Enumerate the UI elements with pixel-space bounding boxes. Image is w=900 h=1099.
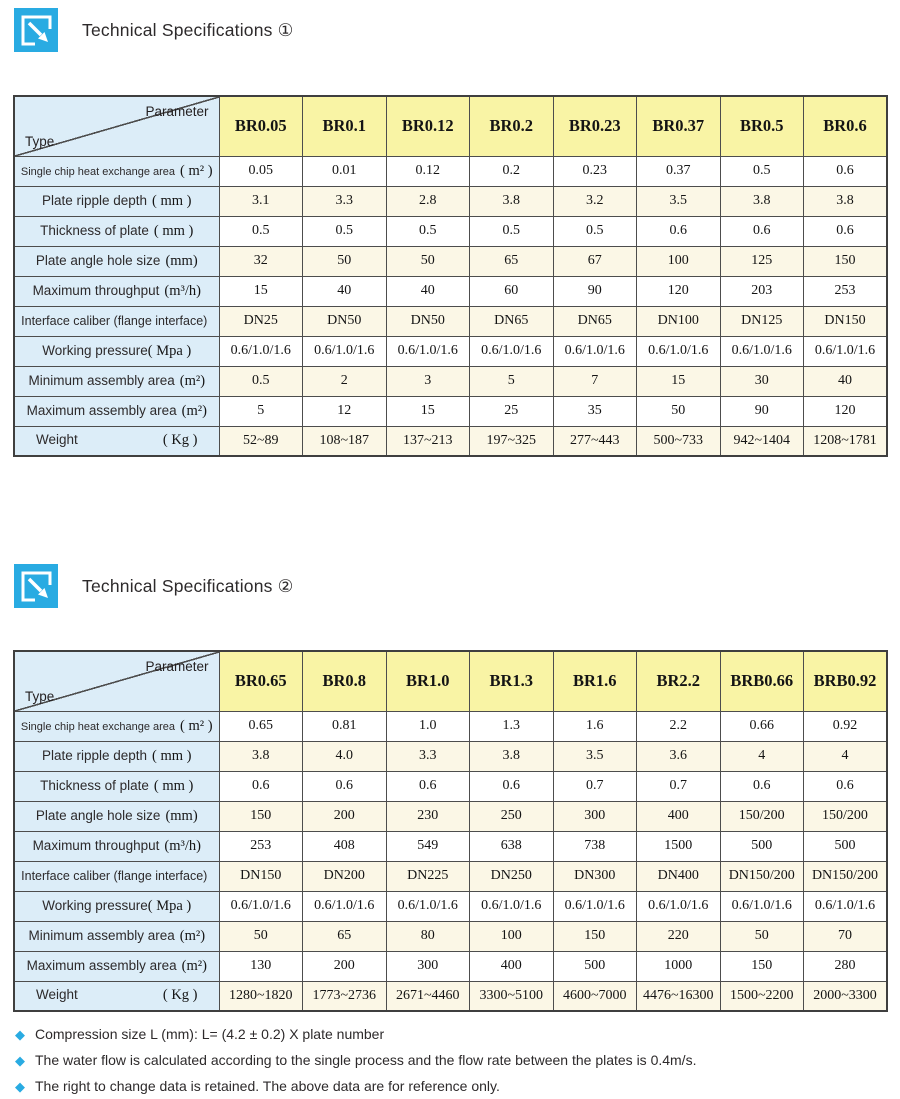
data-cell: 100 (470, 921, 554, 951)
row-label-unit: ( Mpa ) (147, 342, 192, 359)
data-cell: 1500 (637, 831, 721, 861)
data-cell: 0.23 (553, 156, 637, 186)
data-cell: 0.6 (720, 216, 804, 246)
diagonal-arrow-icon (14, 564, 58, 608)
spec-table-2 (13, 650, 888, 1012)
corner-type-label: Type (25, 688, 55, 704)
row-label (14, 861, 219, 891)
data-cell: 0.6/1.0/1.6 (470, 891, 554, 921)
row-label-unit: (m²) (179, 927, 206, 944)
data-cell: 230 (386, 801, 470, 831)
data-cell: 1773~2736 (303, 981, 387, 1011)
data-cell: 0.05 (219, 156, 303, 186)
table-row (14, 711, 887, 741)
column-header: BR1.6 (553, 651, 637, 711)
data-cell: 150 (804, 246, 888, 276)
data-cell: 400 (637, 801, 721, 831)
row-label-text: Thickness of plate (40, 222, 149, 238)
data-cell: 3 (386, 366, 470, 396)
row-label-text: Maximum assembly area (26, 402, 177, 418)
row-label-text: Working pressure (42, 897, 148, 913)
table-row (14, 366, 887, 396)
data-cell: 52~89 (219, 426, 303, 456)
row-label-unit: ( Kg ) (162, 432, 198, 449)
data-cell: 67 (553, 246, 637, 276)
row-label-text: Plate angle hole size (35, 807, 161, 823)
row-label (14, 771, 219, 801)
column-header: BRB0.92 (804, 651, 888, 711)
table-row (14, 891, 887, 921)
data-cell: 0.6/1.0/1.6 (553, 336, 637, 366)
data-cell: DN200 (303, 861, 387, 891)
data-cell: 4.0 (303, 741, 387, 771)
header-row (14, 651, 887, 711)
column-header: BR1.3 (470, 651, 554, 711)
table-row (14, 246, 887, 276)
data-cell: 65 (470, 246, 554, 276)
data-cell: 3300~5100 (470, 981, 554, 1011)
data-cell: 50 (637, 396, 721, 426)
data-cell: 500 (553, 951, 637, 981)
data-cell: 15 (637, 366, 721, 396)
row-label-text: Minimum assembly area (28, 372, 175, 388)
data-cell: 0.6/1.0/1.6 (637, 336, 721, 366)
data-cell: 0.6 (804, 771, 888, 801)
data-cell: 0.6 (804, 156, 888, 186)
table-row (14, 156, 887, 186)
row-label (14, 921, 219, 951)
note-item (15, 1047, 696, 1073)
data-cell: 0.5 (470, 216, 554, 246)
row-label-text: Interface caliber (flange interface) (21, 314, 208, 328)
row-label-unit: ( mm ) (153, 222, 194, 239)
data-cell: 4476~16300 (637, 981, 721, 1011)
row-label (14, 306, 219, 336)
data-cell: 50 (219, 921, 303, 951)
data-cell: 0.6 (219, 771, 303, 801)
data-cell: 0.6/1.0/1.6 (804, 336, 888, 366)
data-cell: 3.8 (720, 186, 804, 216)
data-cell: 40 (386, 276, 470, 306)
data-cell: 3.1 (219, 186, 303, 216)
column-header: BR0.05 (219, 96, 303, 156)
data-cell: 3.3 (386, 741, 470, 771)
corner-cell (14, 651, 219, 711)
data-cell: 0.6/1.0/1.6 (804, 891, 888, 921)
data-cell: 150/200 (720, 801, 804, 831)
data-cell: DN400 (637, 861, 721, 891)
table-row (14, 981, 887, 1011)
data-cell: 0.6 (470, 771, 554, 801)
data-cell: 50 (303, 246, 387, 276)
data-cell: DN150/200 (804, 861, 888, 891)
data-cell: 0.6 (804, 216, 888, 246)
column-header: BR0.8 (303, 651, 387, 711)
data-cell: 500 (720, 831, 804, 861)
row-label-unit: (m³/h) (164, 837, 201, 854)
column-header: BR0.65 (219, 651, 303, 711)
note-item (15, 1021, 696, 1047)
data-cell: 3.5 (637, 186, 721, 216)
data-cell: 3.5 (553, 741, 637, 771)
data-cell: 60 (470, 276, 554, 306)
row-label (14, 426, 219, 456)
data-cell: 0.6 (303, 771, 387, 801)
table-row (14, 951, 887, 981)
data-cell: 0.6/1.0/1.6 (303, 336, 387, 366)
data-cell: 200 (303, 951, 387, 981)
data-cell: 280 (804, 951, 888, 981)
data-cell: 3.2 (553, 186, 637, 216)
data-cell: 1208~1781 (804, 426, 888, 456)
data-cell: 300 (386, 951, 470, 981)
data-cell: 0.65 (219, 711, 303, 741)
data-cell: 40 (804, 366, 888, 396)
data-cell: 1280~1820 (219, 981, 303, 1011)
data-cell: 5 (219, 396, 303, 426)
data-cell: 108~187 (303, 426, 387, 456)
row-label-unit: (m²) (179, 372, 206, 389)
row-label (14, 741, 219, 771)
data-cell: 0.6/1.0/1.6 (386, 336, 470, 366)
data-cell: 0.6/1.0/1.6 (720, 891, 804, 921)
footnotes (15, 1021, 696, 1099)
row-label (14, 246, 219, 276)
table-row (14, 186, 887, 216)
data-cell: 197~325 (470, 426, 554, 456)
data-cell: 0.6/1.0/1.6 (553, 891, 637, 921)
row-label-unit: (m²) (181, 957, 207, 974)
data-cell: 0.2 (470, 156, 554, 186)
data-cell: 50 (386, 246, 470, 276)
section-title: Technical Specifications ② (82, 575, 294, 596)
data-cell: 5 (470, 366, 554, 396)
table-row (14, 921, 887, 951)
row-label (14, 831, 219, 861)
table-row (14, 276, 887, 306)
note-text: The water flow is calculated according to the single process and the flow rate between the plates is 0.4m/s. (35, 1052, 697, 1068)
data-cell: DN50 (386, 306, 470, 336)
data-cell: 0.12 (386, 156, 470, 186)
data-cell: 2000~3300 (804, 981, 888, 1011)
data-cell: 408 (303, 831, 387, 861)
corner-parameter-label: Parameter (145, 104, 209, 119)
data-cell: 400 (470, 951, 554, 981)
column-header: BRB0.66 (720, 651, 804, 711)
data-cell: DN65 (470, 306, 554, 336)
data-cell: 2.2 (637, 711, 721, 741)
row-label-unit: ( Kg ) (162, 987, 198, 1004)
table-row (14, 306, 887, 336)
data-cell: 120 (637, 276, 721, 306)
row-label-unit: ( mm ) (153, 777, 194, 794)
column-header: BR1.0 (386, 651, 470, 711)
row-label (14, 981, 219, 1011)
row-label-unit: (m²) (181, 402, 207, 419)
note-item (15, 1073, 696, 1099)
data-cell: 1.6 (553, 711, 637, 741)
data-cell: 203 (720, 276, 804, 306)
data-cell: 0.66 (720, 711, 804, 741)
row-label-text: Maximum throughput (32, 837, 160, 853)
data-cell: 90 (720, 396, 804, 426)
column-header: BR0.6 (804, 96, 888, 156)
data-cell: 30 (720, 366, 804, 396)
table-row (14, 426, 887, 456)
data-cell: 40 (303, 276, 387, 306)
diamond-bullet-icon: ◆ (15, 1052, 25, 1068)
note-text: The right to change data is retained. The above data are for reference only. (35, 1078, 500, 1094)
header-row (14, 96, 887, 156)
data-cell: 12 (303, 396, 387, 426)
data-cell: DN125 (720, 306, 804, 336)
row-label-text: Interface caliber (flange interface) (21, 869, 208, 883)
column-header: BR0.12 (386, 96, 470, 156)
data-cell: 4 (720, 741, 804, 771)
row-label-text: Maximum throughput (32, 282, 160, 298)
section-title: Technical Specifications ① (82, 19, 294, 40)
data-cell: 80 (386, 921, 470, 951)
data-cell: 0.6 (637, 216, 721, 246)
section-header-2 (14, 564, 294, 608)
column-header: BR0.2 (470, 96, 554, 156)
data-cell: 50 (720, 921, 804, 951)
column-header: BR2.2 (637, 651, 721, 711)
data-cell: 3.8 (470, 186, 554, 216)
data-cell: 0.81 (303, 711, 387, 741)
data-cell: 253 (804, 276, 888, 306)
row-label-unit: ( mm ) (152, 747, 192, 764)
data-cell: 0.6 (386, 771, 470, 801)
row-label (14, 801, 219, 831)
data-cell: 2 (303, 366, 387, 396)
data-cell: 1.0 (386, 711, 470, 741)
data-cell: 200 (303, 801, 387, 831)
column-header: BR0.23 (553, 96, 637, 156)
column-header: BR0.37 (637, 96, 721, 156)
table-row (14, 831, 887, 861)
data-cell: 3.6 (637, 741, 721, 771)
data-cell: 25 (470, 396, 554, 426)
data-cell: 0.6/1.0/1.6 (720, 336, 804, 366)
corner-parameter-label: Parameter (145, 659, 209, 674)
data-cell: 738 (553, 831, 637, 861)
table-row (14, 771, 887, 801)
data-cell: 942~1404 (720, 426, 804, 456)
data-cell: DN250 (470, 861, 554, 891)
row-label-text: Thickness of plate (40, 777, 149, 793)
row-label-text: Plate ripple depth (41, 747, 148, 763)
data-cell: 0.6/1.0/1.6 (637, 891, 721, 921)
data-cell: 3.3 (303, 186, 387, 216)
row-label-text: Working pressure (42, 342, 148, 358)
row-label-text: Minimum assembly area (28, 927, 175, 943)
row-label (14, 366, 219, 396)
note-text: Compression size L (mm): L= (4.2 ± 0.2) X plate number (35, 1026, 385, 1042)
data-cell: DN150/200 (720, 861, 804, 891)
data-cell: 220 (637, 921, 721, 951)
row-label-text: Plate ripple depth (41, 192, 148, 208)
data-cell: DN65 (553, 306, 637, 336)
data-cell: 150 (553, 921, 637, 951)
row-label (14, 891, 219, 921)
data-cell: 277~443 (553, 426, 637, 456)
diagonal-arrow-icon (14, 8, 58, 52)
data-cell: DN300 (553, 861, 637, 891)
row-label-unit: ( m² ) (180, 717, 213, 734)
data-cell: 70 (804, 921, 888, 951)
row-label (14, 186, 219, 216)
row-label (14, 396, 219, 426)
row-label-unit: (mm) (165, 252, 198, 269)
row-label (14, 951, 219, 981)
data-cell: 65 (303, 921, 387, 951)
row-label-unit: ( m² ) (180, 162, 213, 179)
data-cell: 0.37 (637, 156, 721, 186)
data-cell: 0.6/1.0/1.6 (386, 891, 470, 921)
row-label-unit: (m³/h) (164, 282, 201, 299)
data-cell: 0.7 (553, 771, 637, 801)
data-cell: 35 (553, 396, 637, 426)
spec-table-1 (13, 95, 888, 457)
data-cell: 15 (386, 396, 470, 426)
data-cell: 3.8 (470, 741, 554, 771)
corner-type-label: Type (25, 133, 55, 149)
section-header-1 (14, 8, 294, 52)
table-row (14, 741, 887, 771)
data-cell: 3.8 (219, 741, 303, 771)
row-label-unit: ( mm ) (152, 192, 192, 209)
data-cell: DN25 (219, 306, 303, 336)
data-cell: 0.6 (720, 771, 804, 801)
data-cell: 0.6/1.0/1.6 (303, 891, 387, 921)
data-cell: 549 (386, 831, 470, 861)
data-cell: 0.6/1.0/1.6 (219, 336, 303, 366)
row-label (14, 711, 219, 741)
data-cell: 2.8 (386, 186, 470, 216)
data-cell: DN150 (804, 306, 888, 336)
data-cell: 0.5 (303, 216, 387, 246)
table-row (14, 216, 887, 246)
data-cell: 2671~4460 (386, 981, 470, 1011)
data-cell: 1000 (637, 951, 721, 981)
data-cell: 3.8 (804, 186, 888, 216)
data-cell: 0.92 (804, 711, 888, 741)
data-cell: 32 (219, 246, 303, 276)
row-label-unit: (mm) (165, 807, 198, 824)
table-row (14, 801, 887, 831)
data-cell: 15 (219, 276, 303, 306)
data-cell: 0.5 (386, 216, 470, 246)
data-cell: DN50 (303, 306, 387, 336)
data-cell: 300 (553, 801, 637, 831)
row-label-text: Weight (36, 987, 78, 1003)
row-label-text: Single chip heat exchange area (20, 165, 176, 178)
data-cell: 0.6/1.0/1.6 (470, 336, 554, 366)
table-row (14, 861, 887, 891)
data-cell: 638 (470, 831, 554, 861)
data-cell: 0.7 (637, 771, 721, 801)
data-cell: 250 (470, 801, 554, 831)
data-cell: 1.3 (470, 711, 554, 741)
data-cell: 0.5 (219, 216, 303, 246)
data-cell: 90 (553, 276, 637, 306)
data-cell: DN100 (637, 306, 721, 336)
data-cell: 253 (219, 831, 303, 861)
data-cell: 1500~2200 (720, 981, 804, 1011)
corner-cell (14, 96, 219, 156)
column-header: BR0.5 (720, 96, 804, 156)
data-cell: 0.5 (219, 366, 303, 396)
data-cell: DN225 (386, 861, 470, 891)
data-cell: 137~213 (386, 426, 470, 456)
data-cell: 0.5 (553, 216, 637, 246)
data-cell: 7 (553, 366, 637, 396)
data-cell: 4 (804, 741, 888, 771)
data-cell: DN150 (219, 861, 303, 891)
data-cell: 125 (720, 246, 804, 276)
row-label (14, 336, 219, 366)
data-cell: 150 (720, 951, 804, 981)
row-label-text: Single chip heat exchange area (20, 720, 176, 733)
diamond-bullet-icon: ◆ (15, 1078, 25, 1094)
data-cell: 150 (219, 801, 303, 831)
data-cell: 500 (804, 831, 888, 861)
data-cell: 0.5 (720, 156, 804, 186)
column-header: BR0.1 (303, 96, 387, 156)
row-label-text: Maximum assembly area (26, 957, 177, 973)
row-label (14, 276, 219, 306)
diamond-bullet-icon: ◆ (15, 1026, 25, 1042)
row-label-text: Plate angle hole size (35, 252, 161, 268)
data-cell: 150/200 (804, 801, 888, 831)
data-cell: 100 (637, 246, 721, 276)
data-cell: 130 (219, 951, 303, 981)
data-cell: 0.01 (303, 156, 387, 186)
table-row (14, 396, 887, 426)
row-label (14, 216, 219, 246)
row-label (14, 156, 219, 186)
data-cell: 120 (804, 396, 888, 426)
table-row (14, 336, 887, 366)
data-cell: 500~733 (637, 426, 721, 456)
row-label-unit: ( Mpa ) (147, 897, 192, 914)
data-cell: 0.6/1.0/1.6 (219, 891, 303, 921)
row-label-text: Weight (36, 432, 78, 448)
data-cell: 4600~7000 (553, 981, 637, 1011)
